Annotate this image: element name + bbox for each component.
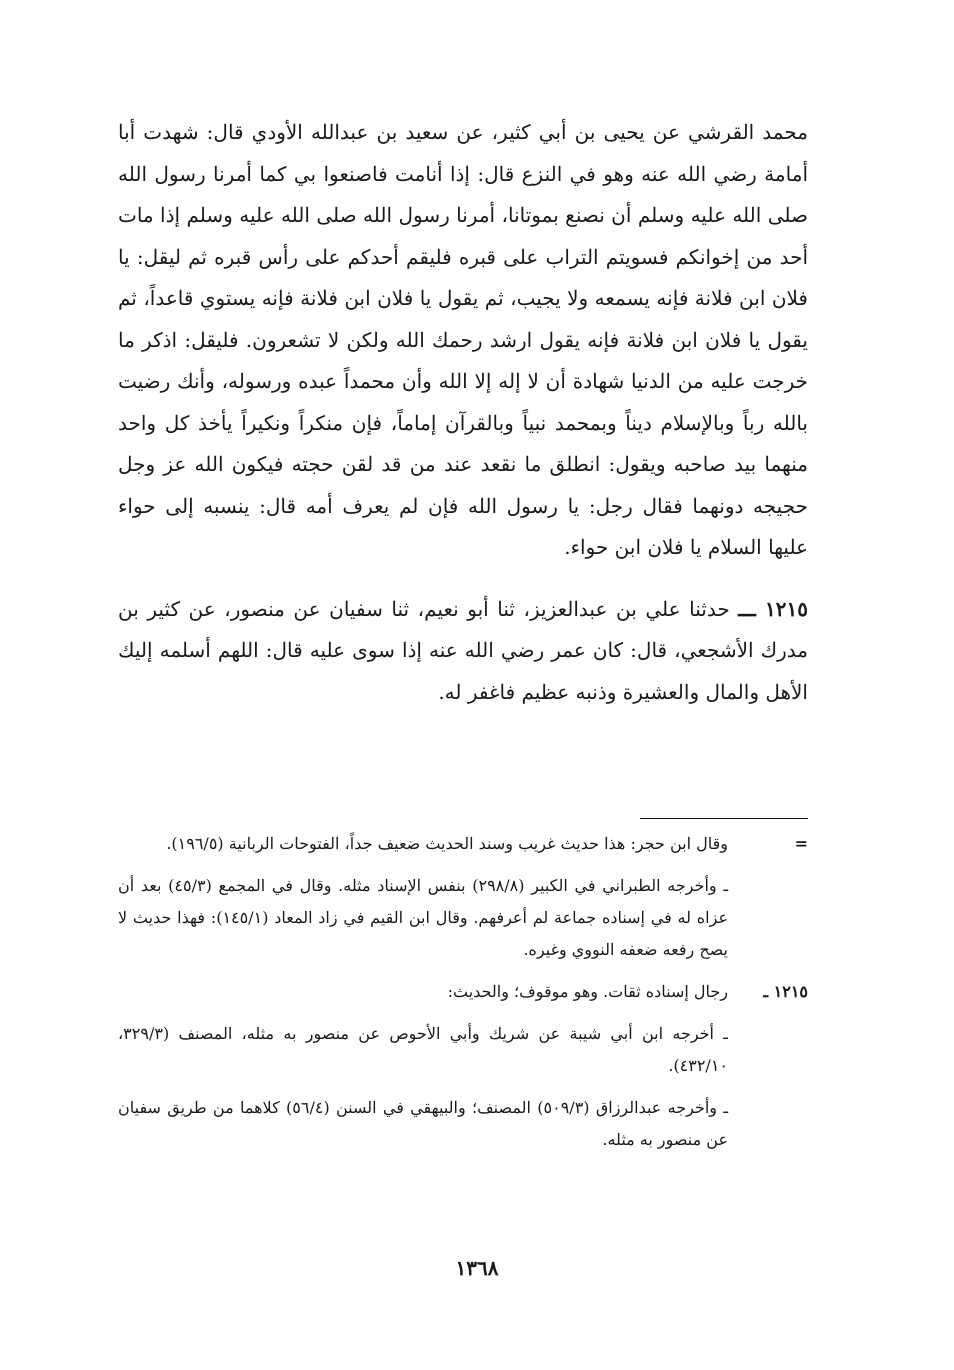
footnote-marker	[728, 870, 808, 966]
main-text	[118, 112, 808, 713]
footnote-marker: ١٢١٥ ـ	[763, 982, 808, 1001]
paragraph-continuation: محمد القرشي عن يحيى بن أبي كثير، عن سعيد بن عبدالله الأودي قال: شهدت أبا أمامة رضي الله عنه وهو في النزع قال: إذا أنامت فاصنعوا بي كما أمرنا رسول الله صلى الله عليه وسلم أن نصنع بموتانا، أمرنا رسول الله صلى الله عليه وسلم إذا مات أحد من إخوانكم فسويتم التراب على قبره فليقم أحدكم على رأس قبره ثم ليقل: يا فلان ابن فلانة فإنه يسمعه ولا يجيب، ثم يقول يا فلان ابن فلانة فإنه يستوي قاعداً، ثم يقول يا فلان ابن فلانة فإنه يقول ارشد رحمك الله ولكن لا تشعرون. فليقل: اذكر ما خرجت عليه من الدنيا شهادة أن لا إله إلا الله وأن محمداً عبده ورسوله، وأنك رضيت بالله رباً وبالإسلام ديناً وبمحمد نبياً وبالقرآن إماماً، فإن منكراً ونكيراً يأخذ كل واحد منهما بيد صاحبه ويقول: انطلق ما نقعد عند من قد لقن حجته فيكون الله عز وجل حجيجه دونهما فقال رجل: يا رسول الله فإن لم يعرف أمه قال: ينسبه إلى حواء عليها السلام يا فلان ابن حواء.	[118, 120, 808, 559]
footnote	[118, 870, 808, 966]
footnote	[118, 976, 808, 1008]
footnote	[118, 1018, 808, 1082]
footnote-text: ـ أخرجه ابن أبي شيبة عن شريك وأبي الأحوص عن منصور به مثله، المصنف (٣٢٩/٣، ٤٣٢/١٠).	[118, 1024, 728, 1075]
hadith-number: ١٢١٥ ـــ	[738, 596, 809, 621]
hadith-text: حدثنا علي بن عبدالعزيز، ثنا أبو نعيم، ثنا سفيان عن منصور، عن كثير بن مدرك الأشجعي، قال: كان عمر رضي الله عنه إذا سوى عليه قال: اللهم أسلمه إليك الأهل والمال والعشيرة وذنبه عظيم فاغفر له.	[118, 596, 808, 704]
footnote-text: ـ وأخرجه عبدالرزاق (٥٠٩/٣) المصنف؛ والبيهقي في السنن (٥٦/٤) كلاهما من طريق سفيان عن منصور به مثله.	[118, 1098, 729, 1149]
footnotes	[118, 828, 808, 1166]
footnote	[118, 828, 808, 860]
page-number: ١٣٦٨	[455, 1256, 499, 1280]
footnote-marker	[728, 1092, 808, 1156]
footnote	[118, 1092, 808, 1156]
footnote-text: ـ وأخرجه الطبراني في الكبير (٢٩٨/٨) بنفس الإسناد مثله. وقال في المجمع (٤٥/٣) بعد أن عزاه له في إسناده جماعة لم أعرفهم. وقال ابن القيم في زاد المعاد (١٤٥/١): فهذا حديث لا يصح رفعه ضعفه النووي وغيره.	[118, 876, 728, 959]
footnote-marker	[728, 1018, 808, 1082]
footnote-text: وقال ابن حجر: هذا حديث غريب وسند الحديث ضعيف جداً، الفتوحات الربانية (١٩٦/٥).	[166, 834, 728, 853]
footnote-text: رجال إسناده ثقات. وهو موقوف؛ والحديث:	[447, 982, 728, 1001]
hadith-1215	[118, 589, 808, 714]
footnote-separator	[640, 818, 808, 819]
footnote-marker: =	[794, 834, 808, 853]
